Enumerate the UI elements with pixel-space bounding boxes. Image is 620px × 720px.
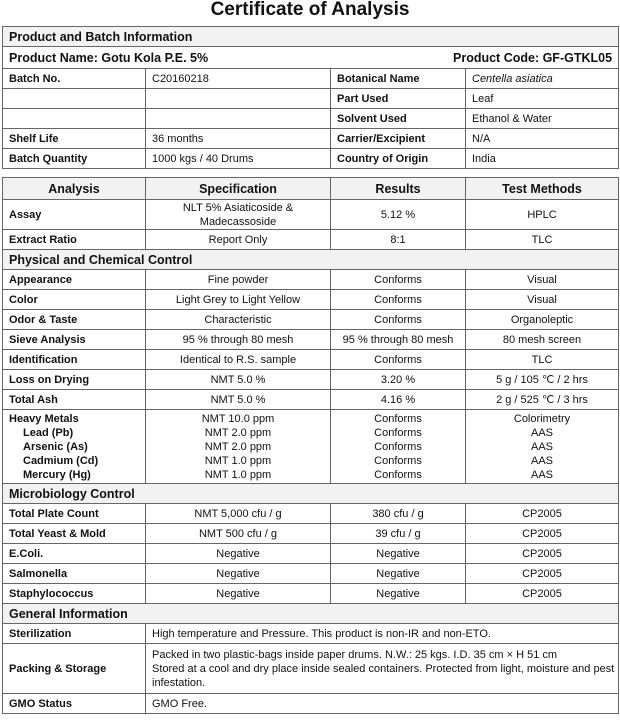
analysis-spec: Light Grey to Light Yellow bbox=[146, 290, 331, 310]
analysis-name: Assay bbox=[3, 200, 146, 230]
info-row bbox=[3, 129, 619, 149]
info-row bbox=[3, 109, 619, 129]
product-info-table bbox=[2, 26, 619, 169]
analysis-spec bbox=[146, 200, 331, 230]
gmo-value: GMO Free. bbox=[146, 694, 619, 714]
general-info-heading: General Information bbox=[3, 604, 619, 624]
analysis-result: 95 % through 80 mesh bbox=[331, 330, 466, 350]
analysis-name: Identification bbox=[3, 350, 146, 370]
info-label: Carrier/Excipient bbox=[331, 129, 466, 149]
analysis-name: Sieve Analysis bbox=[3, 330, 146, 350]
analysis-spec: Negative bbox=[146, 544, 331, 564]
analysis-result: 4.16 % bbox=[331, 390, 466, 410]
analysis-result: Negative bbox=[331, 564, 466, 584]
heavy-metals-names bbox=[3, 410, 146, 484]
analysis-spec: NMT 5.0 % bbox=[146, 390, 331, 410]
gmo-label: GMO Status bbox=[3, 694, 146, 714]
microbiology-heading: Microbiology Control bbox=[3, 484, 619, 504]
analysis-method: CP2005 bbox=[466, 564, 619, 584]
sterilization-label: Sterilization bbox=[3, 624, 146, 644]
metal-result: Conforms bbox=[374, 454, 422, 467]
info-label: Batch No. bbox=[3, 69, 146, 89]
analysis-result: Conforms bbox=[331, 290, 466, 310]
info-label bbox=[3, 89, 146, 109]
analysis-name: Total Plate Count bbox=[3, 504, 146, 524]
table-row bbox=[3, 330, 619, 350]
info-value: India bbox=[466, 149, 619, 169]
table-row bbox=[3, 200, 619, 230]
info-row bbox=[3, 149, 619, 169]
metal-name: Heavy Metals bbox=[9, 412, 79, 425]
table-row bbox=[3, 524, 619, 544]
packing-label: Packing & Storage bbox=[3, 644, 146, 694]
table-row bbox=[3, 310, 619, 330]
info-value bbox=[146, 109, 331, 129]
analysis-spec: NMT 5.0 % bbox=[146, 370, 331, 390]
metal-name: Cadmium (Cd) bbox=[23, 454, 99, 467]
metal-result: Conforms bbox=[374, 440, 422, 453]
info-label bbox=[3, 109, 146, 129]
analysis-name: Appearance bbox=[3, 270, 146, 290]
metal-method: AAS bbox=[530, 468, 553, 481]
analysis-method: 2 g / 525 ℃ / 3 hrs bbox=[466, 390, 619, 410]
table-row bbox=[3, 230, 619, 250]
analysis-method: TLC bbox=[466, 230, 619, 250]
analysis-result: 3.20 % bbox=[331, 370, 466, 390]
info-value: C20160218 bbox=[146, 69, 331, 89]
metal-name: Mercury (Hg) bbox=[23, 468, 91, 481]
analysis-name: Odor & Taste bbox=[3, 310, 146, 330]
info-value: N/A bbox=[466, 129, 619, 149]
info-value: Leaf bbox=[466, 89, 619, 109]
heavy-metals-specs bbox=[146, 410, 331, 484]
analysis-method: Organoleptic bbox=[466, 310, 619, 330]
metal-spec: NMT 2.0 ppm bbox=[204, 426, 272, 439]
table-row bbox=[3, 350, 619, 370]
metal-result: Conforms bbox=[374, 412, 422, 425]
analysis-spec: NMT 5,000 cfu / g bbox=[146, 504, 331, 524]
metal-result: Conforms bbox=[374, 468, 422, 481]
analysis-result: 8:1 bbox=[331, 230, 466, 250]
analysis-spec: Fine powder bbox=[146, 270, 331, 290]
analysis-method: CP2005 bbox=[466, 544, 619, 564]
column-header-analysis: Analysis bbox=[3, 178, 146, 200]
document-title: Certificate of Analysis bbox=[210, 0, 410, 20]
table-row bbox=[3, 290, 619, 310]
info-label: Shelf Life bbox=[3, 129, 146, 149]
product-code: Product Code: GF-GTKL05 bbox=[453, 50, 613, 65]
analysis-spec: Identical to R.S. sample bbox=[146, 350, 331, 370]
analysis-spec: Report Only bbox=[146, 230, 331, 250]
table-row bbox=[3, 390, 619, 410]
analysis-name: Extract Ratio bbox=[3, 230, 146, 250]
spec-line: Madecassoside bbox=[199, 215, 277, 228]
analysis-result: 5.12 % bbox=[331, 200, 466, 230]
analysis-spec: Characteristic bbox=[146, 310, 331, 330]
analysis-method: Visual bbox=[466, 290, 619, 310]
table-row bbox=[3, 370, 619, 390]
analysis-result: 380 cfu / g bbox=[331, 504, 466, 524]
analysis-method: CP2005 bbox=[466, 504, 619, 524]
analysis-name: Staphylococcus bbox=[3, 584, 146, 604]
analysis-method: HPLC bbox=[466, 200, 619, 230]
table-row bbox=[3, 644, 619, 694]
info-row bbox=[3, 89, 619, 109]
analysis-method: CP2005 bbox=[466, 524, 619, 544]
analysis-name: Loss on Drying bbox=[3, 370, 146, 390]
analysis-method: 80 mesh screen bbox=[466, 330, 619, 350]
analysis-spec: Negative bbox=[146, 584, 331, 604]
metal-method: AAS bbox=[530, 440, 553, 453]
analysis-name: Salmonella bbox=[3, 564, 146, 584]
table-row bbox=[3, 694, 619, 714]
info-value: Centella asiatica bbox=[466, 69, 619, 89]
analysis-result: Conforms bbox=[331, 350, 466, 370]
analysis-result: Negative bbox=[331, 544, 466, 564]
metal-spec: NMT 2.0 ppm bbox=[204, 440, 272, 453]
product-section-heading: Product and Batch Information bbox=[3, 27, 619, 47]
analysis-result: Conforms bbox=[331, 270, 466, 290]
table-row bbox=[3, 270, 619, 290]
info-value bbox=[146, 89, 331, 109]
packing-value bbox=[146, 644, 619, 694]
table-row bbox=[3, 584, 619, 604]
analysis-name: E.Coli. bbox=[3, 544, 146, 564]
sterilization-value: High temperature and Pressure. This product is non-IR and non-ETO. bbox=[146, 624, 619, 644]
heavy-metals-results bbox=[331, 410, 466, 484]
metal-method: Colorimetry bbox=[513, 412, 571, 425]
column-header-results: Results bbox=[331, 178, 466, 200]
column-header-specification: Specification bbox=[146, 178, 331, 200]
packing-line: infestation. bbox=[152, 676, 206, 689]
metal-spec: NMT 10.0 ppm bbox=[201, 412, 275, 425]
info-row bbox=[3, 69, 619, 89]
analysis-name: Total Yeast & Mold bbox=[3, 524, 146, 544]
analysis-spec: NMT 500 cfu / g bbox=[146, 524, 331, 544]
analysis-result: Negative bbox=[331, 584, 466, 604]
info-label: Country of Origin bbox=[331, 149, 466, 169]
analysis-result: Conforms bbox=[331, 310, 466, 330]
analysis-method: Visual bbox=[466, 270, 619, 290]
info-label: Part Used bbox=[331, 89, 466, 109]
info-label: Solvent Used bbox=[331, 109, 466, 129]
analysis-method: CP2005 bbox=[466, 584, 619, 604]
metal-method: AAS bbox=[530, 426, 553, 439]
metal-spec: NMT 1.0 ppm bbox=[204, 468, 272, 481]
column-header-test-methods: Test Methods bbox=[466, 178, 619, 200]
heavy-metals-row bbox=[3, 410, 619, 484]
packing-line: Stored at a cool and dry place inside sealed containers. Protected from light, moisture and pest bbox=[152, 662, 615, 675]
spec-line: NLT 5% Asiaticoside & bbox=[182, 201, 294, 214]
packing-line: Packed in two plastic-bags inside paper drums. N.W.: 25 kgs. I.D. 35 cm × H 51 cm bbox=[152, 648, 558, 661]
analysis-result: 39 cfu / g bbox=[331, 524, 466, 544]
physical-chemical-heading: Physical and Chemical Control bbox=[3, 250, 619, 270]
analysis-name: Color bbox=[3, 290, 146, 310]
table-row bbox=[3, 504, 619, 524]
info-value: 36 months bbox=[146, 129, 331, 149]
analysis-header-row bbox=[3, 178, 619, 200]
analysis-spec: Negative bbox=[146, 564, 331, 584]
metal-result: Conforms bbox=[374, 426, 422, 439]
info-value: 1000 kgs / 40 Drums bbox=[146, 149, 331, 169]
analysis-table bbox=[2, 177, 619, 714]
info-label: Botanical Name bbox=[331, 69, 466, 89]
metal-name: Arsenic (As) bbox=[23, 440, 88, 453]
metal-method: AAS bbox=[530, 454, 553, 467]
analysis-method: 5 g / 105 ℃ / 2 hrs bbox=[466, 370, 619, 390]
info-label: Batch Quantity bbox=[3, 149, 146, 169]
metal-spec: NMT 1.0 ppm bbox=[204, 454, 272, 467]
table-row bbox=[3, 624, 619, 644]
heavy-metals-methods bbox=[466, 410, 619, 484]
analysis-spec: 95 % through 80 mesh bbox=[146, 330, 331, 350]
product-name-row bbox=[3, 47, 619, 69]
product-name: Product Name: Gotu Kola P.E. 5% bbox=[9, 50, 209, 65]
table-row bbox=[3, 544, 619, 564]
metal-name: Lead (Pb) bbox=[23, 426, 74, 439]
info-value: Ethanol & Water bbox=[466, 109, 619, 129]
analysis-method: TLC bbox=[466, 350, 619, 370]
analysis-name: Total Ash bbox=[3, 390, 146, 410]
table-row bbox=[3, 564, 619, 584]
